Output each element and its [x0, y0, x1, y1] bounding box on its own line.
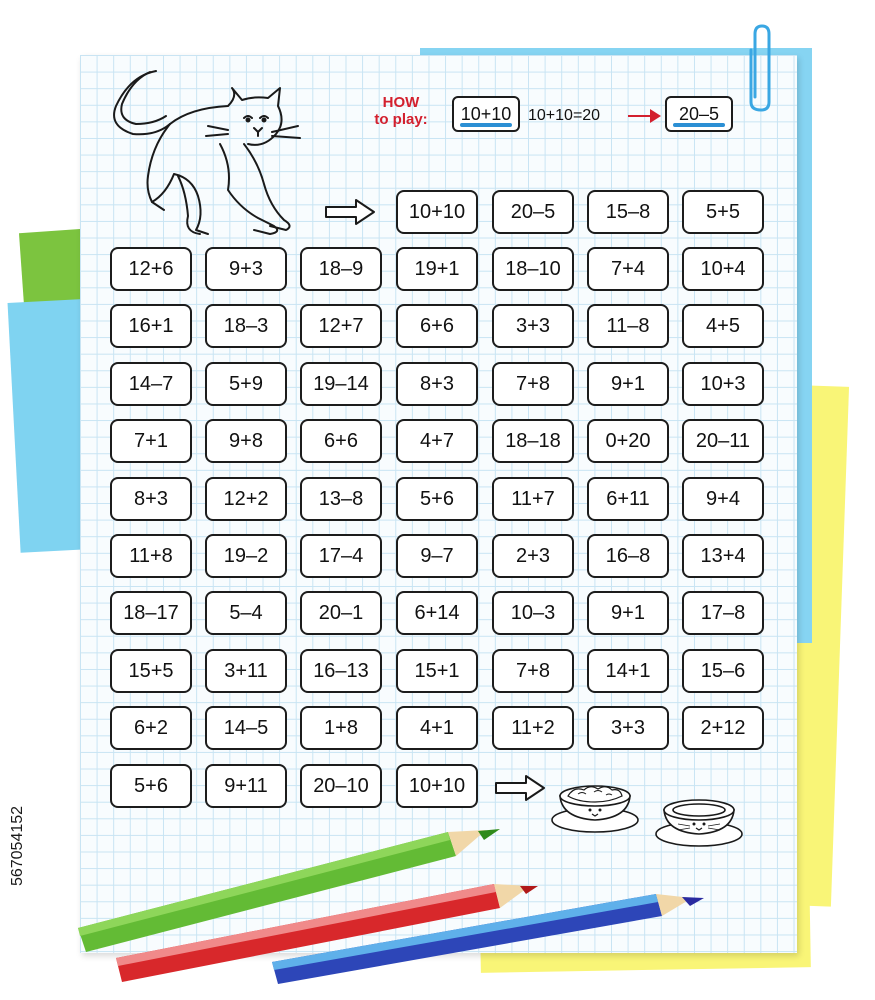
- maze-cell[interactable]: 7+4: [587, 247, 669, 291]
- maze-cell[interactable]: 8+3: [396, 362, 478, 406]
- maze-cell[interactable]: 9+8: [205, 419, 287, 463]
- maze-cell[interactable]: 18–9: [300, 247, 382, 291]
- how-to-play-label: HOW to play:: [374, 94, 428, 128]
- maze-cell[interactable]: 11+7: [492, 477, 574, 521]
- maze-cell[interactable]: 11–8: [587, 304, 669, 348]
- maze-cell[interactable]: 20–5: [492, 190, 574, 234]
- maze-cell[interactable]: 15–8: [587, 190, 669, 234]
- example-equation: 10+10=20: [528, 107, 601, 124]
- maze-cell[interactable]: 1+8: [300, 706, 382, 750]
- maze-cell[interactable]: 9+1: [587, 591, 669, 635]
- maze-cell[interactable]: 3+3: [492, 304, 574, 348]
- maze-cell[interactable]: 5+5: [682, 190, 764, 234]
- example-next-text: 20–5: [678, 103, 720, 124]
- maze-cell[interactable]: 6+6: [300, 419, 382, 463]
- maze-cell[interactable]: 15+1: [396, 649, 478, 693]
- maze-cell[interactable]: 10–3: [492, 591, 574, 635]
- maze-cell[interactable]: 3+11: [205, 649, 287, 693]
- maze-cell[interactable]: 12+2: [205, 477, 287, 521]
- maze-cell[interactable]: 13–8: [300, 477, 382, 521]
- maze-cell[interactable]: 5+6: [396, 477, 478, 521]
- maze-cell[interactable]: 9+1: [587, 362, 669, 406]
- maze-cell[interactable]: 7+8: [492, 649, 574, 693]
- maze-cell[interactable]: 3+3: [587, 706, 669, 750]
- maze-cell[interactable]: 10+4: [682, 247, 764, 291]
- stock-id: 567054152: [9, 805, 26, 887]
- maze-cell[interactable]: 14+1: [587, 649, 669, 693]
- maze-cell[interactable]: 2+3: [492, 534, 574, 578]
- maze-cell[interactable]: 15–6: [682, 649, 764, 693]
- maze-cell[interactable]: 12+7: [300, 304, 382, 348]
- maze-cell[interactable]: 9+3: [205, 247, 287, 291]
- maze-cell[interactable]: 19–14: [300, 362, 382, 406]
- maze-cell[interactable]: 12+6: [110, 247, 192, 291]
- maze-cell[interactable]: 14–5: [205, 706, 287, 750]
- maze-cell[interactable]: 16–13: [300, 649, 382, 693]
- maze-cell[interactable]: 17–8: [682, 591, 764, 635]
- maze-cell[interactable]: 20–10: [300, 764, 382, 808]
- maze-cell[interactable]: 9–7: [396, 534, 478, 578]
- maze-cell[interactable]: 0+20: [587, 419, 669, 463]
- maze-cell[interactable]: 10+10: [396, 190, 478, 234]
- maze-cell[interactable]: 4+5: [682, 304, 764, 348]
- maze-cell[interactable]: 13+4: [682, 534, 764, 578]
- maze-cell[interactable]: 17–4: [300, 534, 382, 578]
- maze-cell[interactable]: 6+6: [396, 304, 478, 348]
- maze-cell[interactable]: 2+12: [682, 706, 764, 750]
- maze-cell[interactable]: 6+2: [110, 706, 192, 750]
- maze-cell[interactable]: 10+10: [396, 764, 478, 808]
- maze-cell[interactable]: 14–7: [110, 362, 192, 406]
- maze-cell[interactable]: 20–1: [300, 591, 382, 635]
- maze-cell[interactable]: 5+6: [110, 764, 192, 808]
- maze-cell[interactable]: 10+3: [682, 362, 764, 406]
- maze-cell[interactable]: 19+1: [396, 247, 478, 291]
- maze-cell[interactable]: 18–17: [110, 591, 192, 635]
- maze-cell[interactable]: 18–18: [492, 419, 574, 463]
- maze-cell[interactable]: 11+8: [110, 534, 192, 578]
- maze-cell[interactable]: 18–10: [492, 247, 574, 291]
- maze-cell[interactable]: 20–11: [682, 419, 764, 463]
- maze-cell[interactable]: 5+9: [205, 362, 287, 406]
- maze-cell[interactable]: 11+2: [492, 706, 574, 750]
- maze-cell[interactable]: 6+11: [587, 477, 669, 521]
- example-start-text: 10+10: [460, 103, 512, 124]
- maze-cell[interactable]: 16–8: [587, 534, 669, 578]
- maze-cell[interactable]: 9+11: [205, 764, 287, 808]
- maze-cell[interactable]: 18–3: [205, 304, 287, 348]
- maze-cell[interactable]: 7+1: [110, 419, 192, 463]
- maze-cell[interactable]: 16+1: [110, 304, 192, 348]
- maze-cell[interactable]: 8+3: [110, 477, 192, 521]
- maze-cell[interactable]: 15+5: [110, 649, 192, 693]
- maze-cell[interactable]: 5–4: [205, 591, 287, 635]
- maze-cell[interactable]: 4+1: [396, 706, 478, 750]
- maze-cell[interactable]: 6+14: [396, 591, 478, 635]
- maze-cell[interactable]: 4+7: [396, 419, 478, 463]
- maze-cell[interactable]: 9+4: [682, 477, 764, 521]
- maze-cell[interactable]: 19–2: [205, 534, 287, 578]
- maze-cell[interactable]: 7+8: [492, 362, 574, 406]
